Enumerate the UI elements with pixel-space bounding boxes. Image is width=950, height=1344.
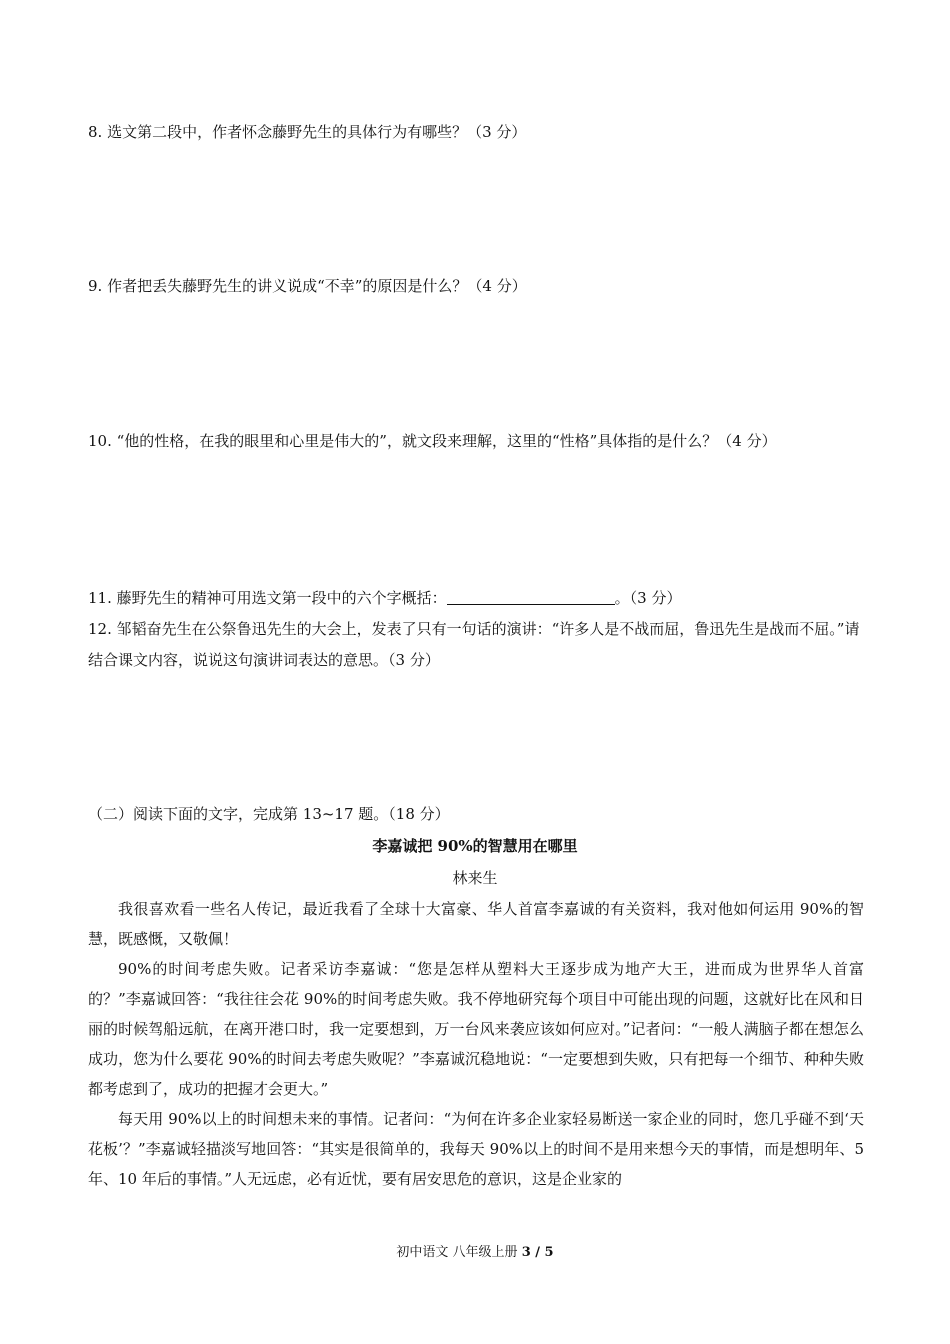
question-12: 12. 邹韬奋先生在公祭鲁迅先生的大会上，发表了只有一句话的演讲：“许多人是不战而屈，鲁迅先生是战而不屈。”请结合课文内容，说说这句演讲词表达的意思。（3 分） (88, 620, 860, 669)
footer-label: 初中语文 八年级上册 (396, 1245, 522, 1260)
page-number: 3 / 5 (521, 1245, 554, 1260)
paragraph: 每天用 90%以上的时间想未来的事情。记者问：“为何在许多企业家轻易断送一家企业的同时，您几乎碰不到‘天花板’？”李嘉诚轻描淡写地回答：“其实是很简单的，我每天 90%以上的时间不是用来想今天的事情，而是想明年、5 年、10 年后的事情。”人无远虑，必有近忧，要有居安思危的意识，这是企业家的 (88, 1110, 864, 1188)
paragraph: 90%的时间考虑失败。记者采访李嘉诚：“您是怎样从塑料大王逐步成为地产大王，进而成为世界华人首富的？”李嘉诚回答：“我往往会花 90%的时间考虑失败。我不停地研究每个项目中可能出现的问题，这就好比在风和日丽的时候驾船远航，在离开港口时，我一定要想到，万一台风来袭应该如何应对。”记者问：“一般人满脑子都在想怎么成功，您为什么要花 90%的时间去考虑失败呢？”李嘉诚沉稳地说：“一定要想到失败，只有把每一个细节、种种失败都考虑到了，成功的把握才会更大。” (88, 960, 864, 1098)
article-body (88, 894, 864, 1194)
question-11 (88, 582, 868, 614)
question-8: 8. 选文第二段中，作者怀念藤野先生的具体行为有哪些？（3 分） (88, 123, 527, 141)
paragraph: 我很喜欢看一些名人传记，最近我看了全球十大富豪、华人首富李嘉诚的有关资料，我对他如何运用 90%的智慧，既感慨，又敬佩！ (88, 900, 864, 948)
article-title: 李嘉诚把 90%的智慧用在哪里 (372, 837, 578, 855)
question-11-prefix: 11. 藤野先生的精神可用选文第一段中的六个字概括： (88, 589, 447, 607)
question-9: 9. 作者把丢失藤野先生的讲义说成“不幸”的原因是什么？（4 分） (88, 277, 527, 295)
page-footer (0, 1241, 950, 1260)
question-11-suffix: 。（3 分） (614, 589, 682, 607)
answer-blank (447, 590, 615, 605)
question-10: 10. “他的性格，在我的眼里和心里是伟大的”，就文段来理解，这里的“性格”具体指的是什么？（4 分） (88, 432, 777, 450)
article-author: 林来生 (452, 869, 498, 887)
section-heading: （二）阅读下面的文字，完成第 13~17 题。（18 分） (88, 805, 450, 823)
